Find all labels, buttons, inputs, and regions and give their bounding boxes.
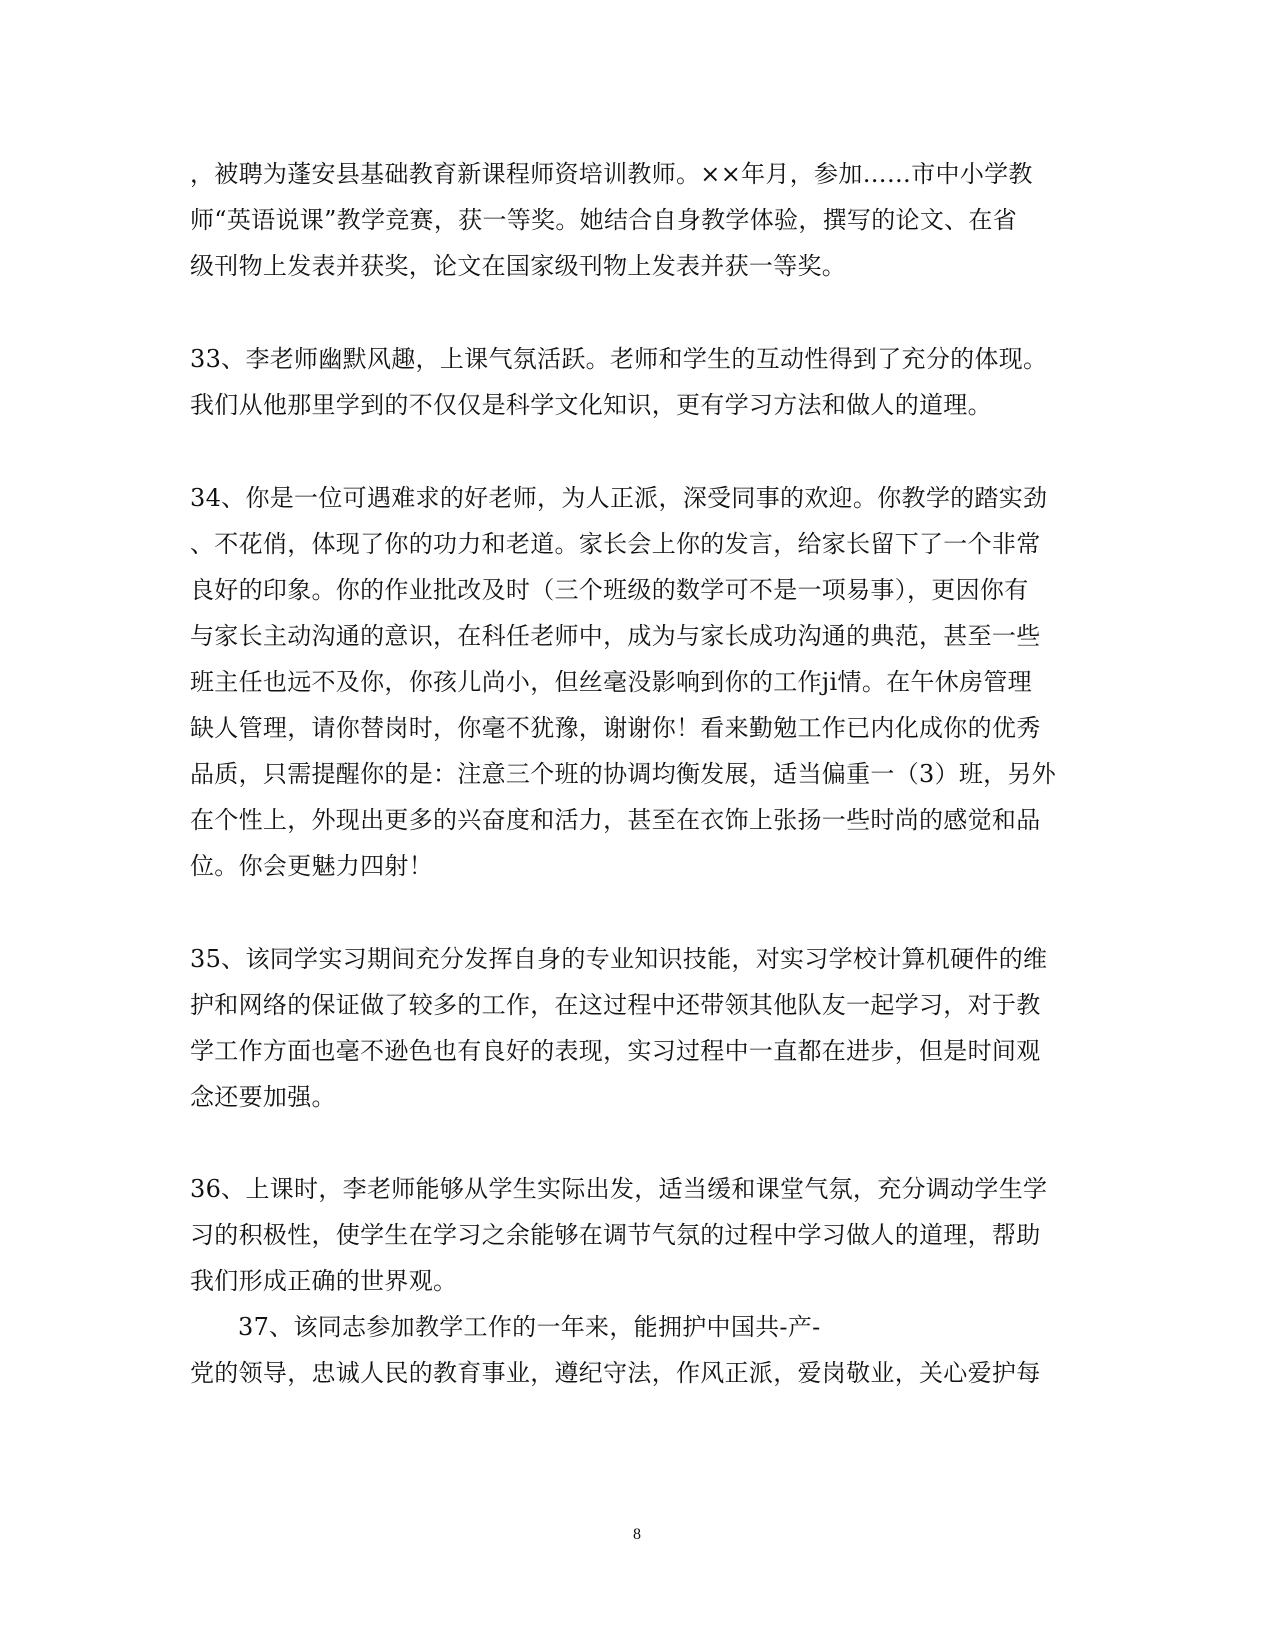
text-line: 念还要加强。	[190, 1083, 336, 1111]
text-line: 党的领导，忠诚人民的教育事业，遵纪守法，作风正派，爱岗敬业，关心爱护每	[190, 1359, 1041, 1387]
text-line: 品质，只需提醒你的是：注意三个班的协调均衡发展，适当偏重一（3）班，另外	[190, 760, 1057, 788]
text-line: 学工作方面也毫不逊色也有良好的表现，实习过程中一直都在进步，但是时间观	[190, 1037, 1041, 1065]
text-line: 与家长主动沟通的意识，在科任老师中，成为与家长成功沟通的典范，甚至一些	[190, 622, 1041, 650]
text-line: 33、李老师幽默风趣，上课气氛活跃。老师和学生的互动性得到了充分的体现。	[190, 345, 1048, 373]
text-line: 我们形成正确的世界观。	[190, 1267, 458, 1295]
text-line: ，被聘为蓬安县基础教育新课程师资培训教师。××年月，参加……市中小学教	[190, 160, 1033, 188]
text-line: 习的积极性，使学生在学习之余能够在调节气氛的过程中学习做人的道理，帮助	[190, 1221, 1041, 1249]
text-line: 缺人管理，请你替岗时，你毫不犹豫，谢谢你！看来勤勉工作已内化成你的优秀	[190, 714, 1041, 742]
text-line: 级刊物上发表并获奖，论文在国家级刊物上发表并获一等奖。	[190, 252, 847, 280]
text-line: 36、上课时，李老师能够从学生实际出发，适当缓和课堂气氛，充分调动学生学	[190, 1175, 1048, 1203]
page-number: 8	[633, 1526, 641, 1543]
text-line: 护和网络的保证做了较多的工作，在这过程中还带领其他队友一起学习，对于教	[190, 991, 1041, 1019]
text-line: 37、该同志参加教学工作的一年来，能拥护中国共-产-	[238, 1313, 821, 1341]
text-line: 良好的印象。你的作业批改及时（三个班级的数学可不是一项易事），更因你有	[190, 576, 1029, 604]
text-line: 35、该同学实习期间充分发挥自身的专业知识技能，对实习学校计算机硬件的维	[190, 945, 1048, 973]
text-line: 师“英语说课”教学竞赛，获一等奖。她结合自身教学体验，撰写的论文、在省	[190, 206, 1018, 234]
text-line: 在个性上，外现出更多的兴奋度和活力，甚至在衣饰上张扬一些时尚的感觉和品	[190, 806, 1041, 834]
text-line: 我们从他那里学到的不仅仅是科学文化知识，更有学习方法和做人的道理。	[190, 391, 992, 419]
text-line: 、不花俏，体现了你的功力和老道。家长会上你的发言，给家长留下了一个非常	[190, 530, 1041, 558]
text-line: 34、你是一位可遇难求的好老师，为人正派，深受同事的欢迎。你教学的踏实劲	[190, 484, 1048, 512]
text-line: 位。你会更魅力四射！	[190, 852, 433, 880]
text-line: 班主任也远不及你，你孩儿尚小，但丝毫没影响到你的工作ji情。在午休房管理	[190, 668, 1032, 696]
